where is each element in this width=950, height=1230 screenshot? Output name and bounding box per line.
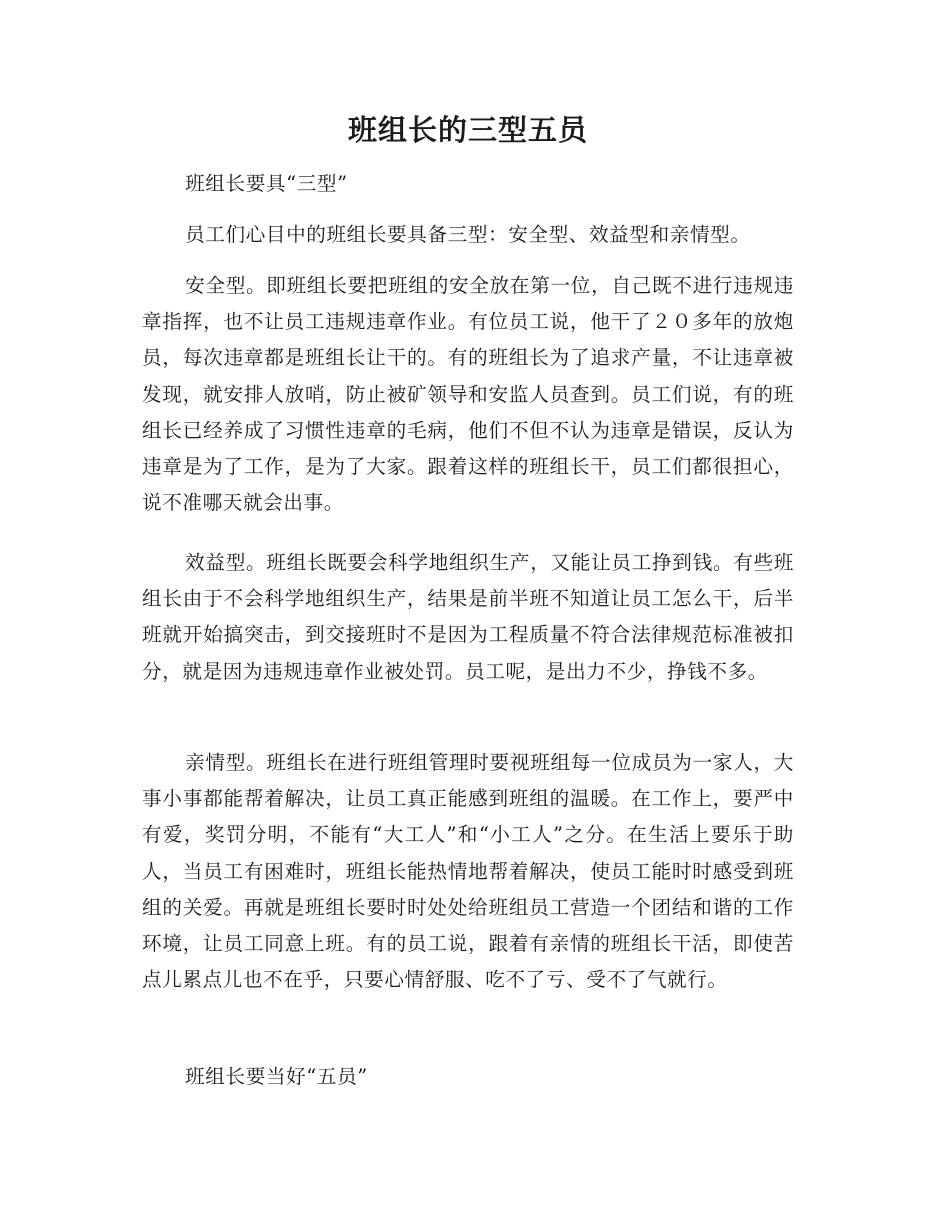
heading-three-types: 班组长要具“三型”	[185, 172, 348, 195]
paragraph-efficiency-type: 效益型。班组长既要会科学地组织生产，又能让员工挣到钱。有些班组长由于不会科学地组织生产，结果是前半班不知道让员工怎么干，后半班就开始搞突击，到交接班时不是因为工程质量不符合法律规范标准被扣分，就是因为违规违章作业被处罚。员工呢，是出力不少，挣钱不多。	[142, 551, 794, 683]
document-title: 班组长的三型五员	[347, 113, 588, 147]
paragraph-affection-type: 亲情型。班组长在进行班组管理时要视班组每一位成员为一家人，大事小事都能帮着解决，让员工真正能感到班组的温暖。在工作上，要严中有爱，奖罚分明，不能有“大工人”和“小工人”之分。在生活上要乐于助人，当员工有困难时，班组长能热情地帮着解决，使员工能时时感受到班组的关爱。再就是班组长要时时处处给班组员工营造一个团结和谐的工作环境，让员工同意上班。有的员工说，跟着有亲情的班组长干活，即使苦点儿累点儿也不在乎，只要心情舒服、吃不了亏、受不了气就行。	[142, 751, 794, 992]
paragraph-safety-type: 安全型。即班组长要把班组的安全放在第一位，自己既不进行违规违章指挥，也不让员工违规违章作业。有位员工说，他干了２０多年的放炮员，每次违章都是班组长让干的。有的班组长为了追求产量，不让违章被发现，就安排人放哨，防止被矿领导和安监人员查到。员工们说，有的班组长已经养成了习惯性违章的毛病，他们不但不认为违章是错误，反认为违章是为了工作，是为了大家。跟着这样的班组长干，员工们都很担心，说不准哪天就会出事。	[142, 274, 794, 515]
paragraph-intro: 员工们心目中的班组长要具备三型：安全型、效益型和亲情型。	[185, 223, 751, 246]
heading-five-roles: 班组长要当好“五员”	[185, 1065, 368, 1088]
